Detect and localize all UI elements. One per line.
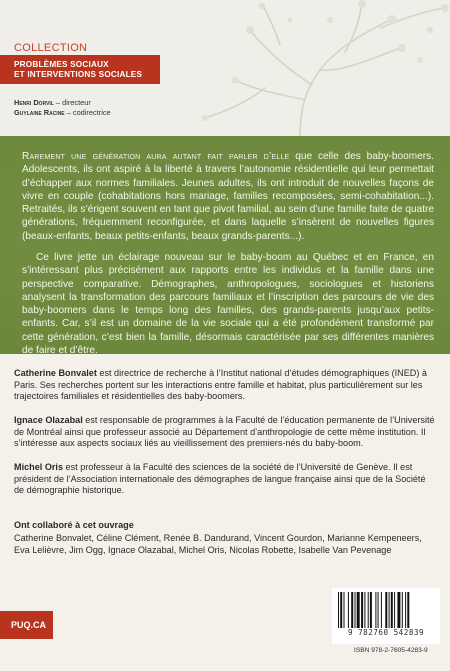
- director-1: [14, 98, 111, 108]
- blurb-lead: Rarement une génération aura autant fait parler d’elle: [22, 151, 290, 162]
- barcode-bars: [338, 592, 434, 628]
- author-bio: [14, 368, 436, 403]
- series-band: [0, 55, 160, 84]
- author-bio-text: est responsable de programmes à la Faculté de l’éducation permanente de l’Université de Montréal ainsi que professeur associé au Département d’anthropologie de cette même institution. Il s’intéresse aux aspects sociaux liés au vieillissement des premiers-nés du baby-boom.: [14, 415, 435, 449]
- barcode-digits: 9 782760 542839: [347, 628, 425, 637]
- isbn: ISBN 978-2-7605-4283-9: [354, 647, 428, 654]
- blurb-paragraph-2: Ce livre jette un éclairage nouveau sur le baby-boom au Québec et en France, en s’intéressant plus précisément aux rapports entre les individus et la famille dans une perspective comparative. Démographes, anthropologues, sociologues et historiens analysent la transformation des parcours familiaux et l’inscription des parcours de vie des baby-boomers dans le temps long des familles, des grands-parents jusqu’aux petits-enfants. Car, s’il est un domaine de la vie sociale qui a été profondément transformé par cette génération, c’est bien la famille, désormais caractérisée par ses différentes manières de faire et d’être.: [22, 252, 434, 357]
- blurb-panel: [0, 136, 450, 357]
- author-bio: [14, 462, 436, 497]
- director-2: [14, 108, 111, 118]
- header-area: [0, 0, 450, 136]
- author-name: Michel Oris: [14, 462, 64, 472]
- author-bio: [14, 415, 436, 450]
- director-2-name: Guylaine Racine: [14, 108, 65, 117]
- blurb-paragraph-1-text: que celle des baby-boomers. Adolescents, ils ont aspiré à la liberté à travers l’autonomie résidentielle qui leur permettait d’échapper aux normes familiales. Jeunes adultes, ils ont introduit de nouvelles façons de vivre en couple (cohabitations hors mariage, familles recomposées, semi-cohabitation...). Retraités, ils s’érigent souvent en tant que pivot familial, au sein d’une famille faite de quatre générations, fréquemment reconfigurée, et dans laquelle s’insèrent de nouvelles figures (beaux-enfants, beaux petits-enfants, beaux grands-parents...).: [22, 151, 434, 242]
- series-title-line-1: PROBLÈMES SOCIAUX: [14, 60, 109, 69]
- author-name: Ignace Olazabal: [14, 415, 83, 425]
- author-name: Catherine Bonvalet: [14, 368, 97, 378]
- author-bio-text: est professeur à la Faculté des sciences de la société de l’Université de Genève. Il est président de l’Association internationale des démographes de langue française ainsi que de la Société de démographie historique.: [14, 462, 426, 496]
- contributors-list: Catherine Bonvalet, Céline Clément, Renée B. Dandurand, Vincent Gourdon, Marianne Kempeneers, Eva Lelièvre, Jim Ogg, Ignace Olazabal, Michel Oris, Nicolas Robette, Isabelle Van Pevenage: [14, 533, 422, 555]
- series-title-line-2: ET INTERVENTIONS SOCIALES: [14, 70, 143, 79]
- collection-label: COLLECTION: [14, 42, 88, 54]
- barcode: [332, 588, 440, 644]
- director-2-role: – codirectrice: [64, 108, 111, 117]
- series-directors: [14, 98, 111, 118]
- director-1-role: – directeur: [53, 98, 91, 107]
- director-1-name: Henri Dorvil: [14, 98, 54, 107]
- publisher-logo: PUQ.CA: [0, 611, 53, 639]
- author-bio-text: est directrice de recherche à l’Institut national d’études démographiques (INED) à Paris. Ses recherches portent sur les interactions entre famille et habitat, plus particulièrement sur les trajectoires familiales et résidentielles des baby-boomers.: [14, 368, 427, 402]
- blurb-paragraph-1: [22, 150, 434, 243]
- contributors-heading: Ont collaboré à cet ouvrage: [14, 520, 134, 530]
